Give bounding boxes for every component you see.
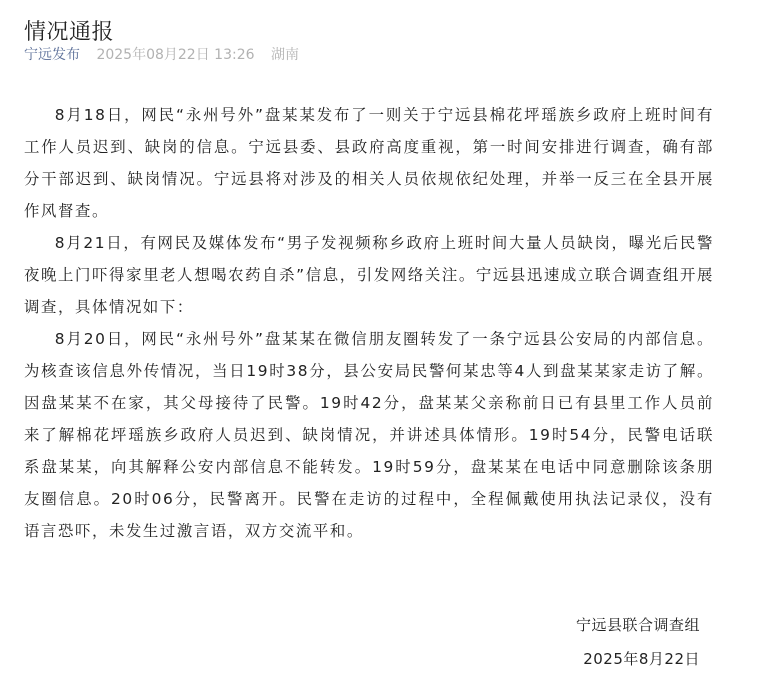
article-body [24,99,714,547]
publish-datetime: 2025年08月22日 13:26 [96,47,255,63]
article-meta [24,44,299,66]
paragraph-1: 8月18日，网民“永州号外”盘某某发布了一则关于宁远县棉花坪瑶族乡政府上班时间有工作人员迟到、缺岗的信息。宁远县委、县政府高度重视，第一时间安排进行调查，确有部分干部迟到、缺岗情况。宁远县将对涉及的相关人员依规依纪处理，并举一反三在全县开展作风督查。 [24,106,714,220]
signature-date: 2025年8月22日 [583,650,700,668]
paragraph-2: 8月21日，有网民及媒体发布“男子发视频称乡政府上班时间大量人员缺岗，曝光后民警夜晚上门吓得家里老人想喝农药自杀”信息，引发网络关注。宁远县迅速成立联合调查组开展调查，具体情况如下： [24,234,714,316]
publish-location: 湖南 [270,47,299,63]
signature-organization: 宁远县联合调查组 [575,616,700,634]
account-name-link[interactable]: 宁远发布 [24,47,80,63]
page-title: 情况通报 [24,19,115,45]
paragraph-3: 8月20日，网民“永州号外”盘某某在微信朋友圈转发了一条宁远县公安局的内部信息。为核查该信息外传情况，当日19时38分，县公安局民警何某忠等4人到盘某某家走访了解。因盘某某不在家，其父母接待了民警。19时42分，盘某某父亲称前日已有县里工作人员前来了解棉花坪瑶族乡政府人员迟到、缺岗情况，并讲述具体情形。19时54分，民警电话联系盘某某，向其解释公安内部信息不能转发。19时59分，盘某某在电话中同意删除该条朋友圈信息。20时06分，民警离开。民警在走访的过程中，全程佩戴使用执法记录仪，没有语言恐吓，未发生过激言语，双方交流平和。 [24,330,714,540]
